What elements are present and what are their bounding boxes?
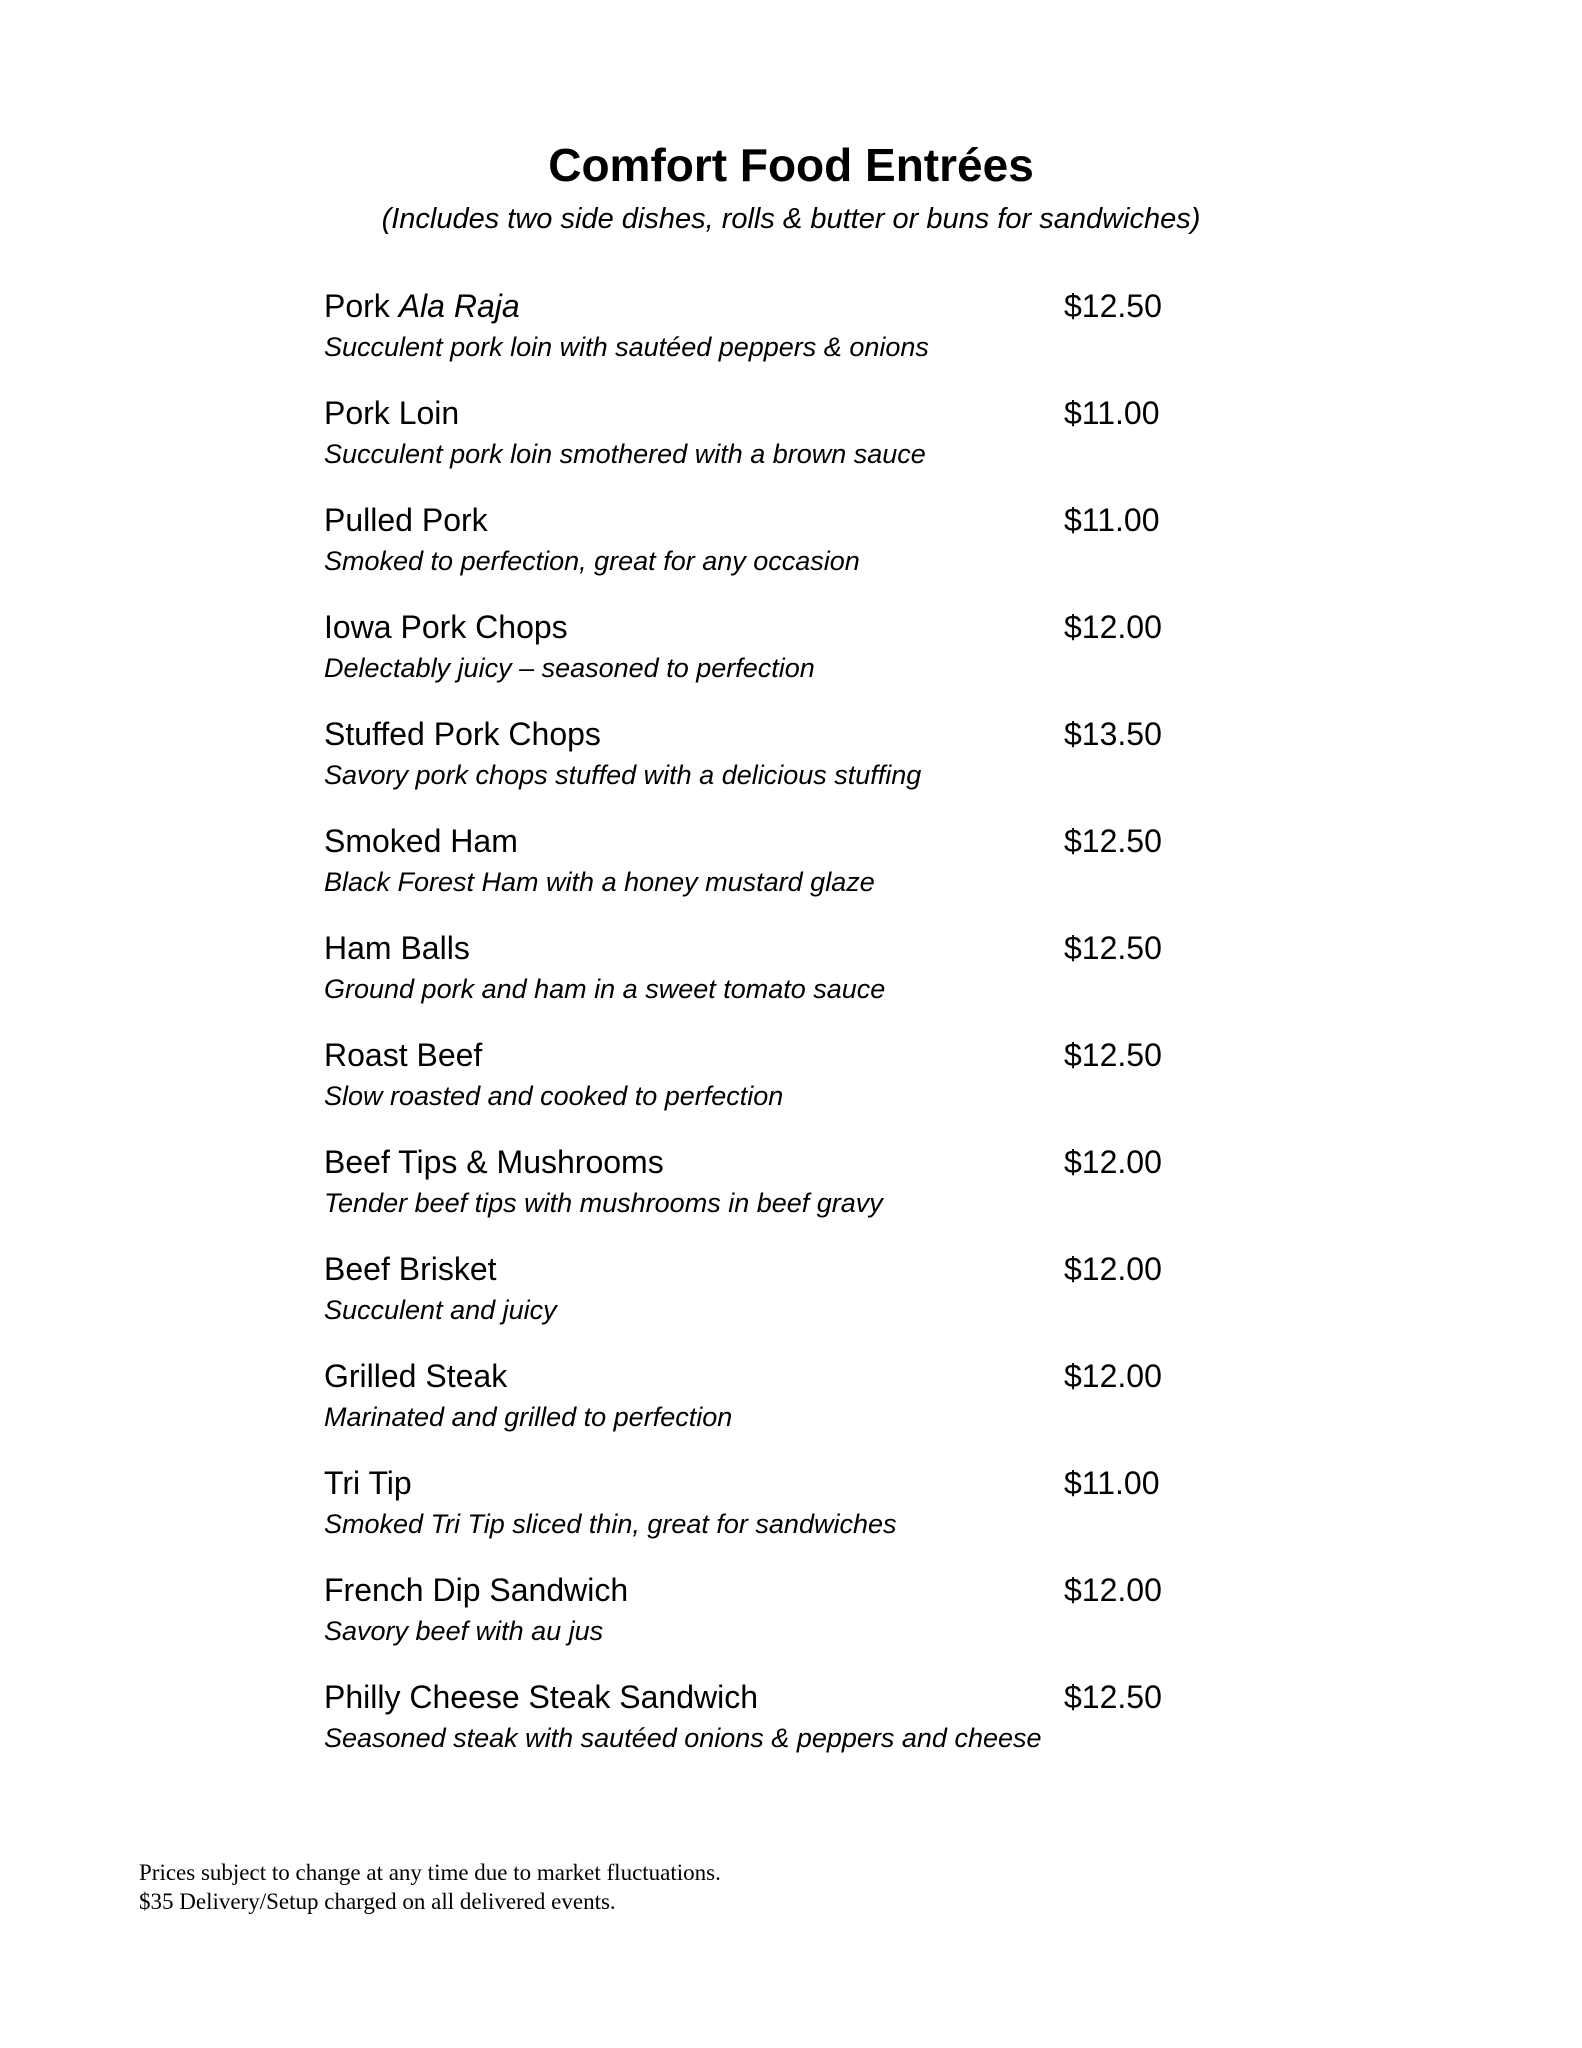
menu-item-description: Delectably juicy – seasoned to perfection (324, 653, 815, 683)
menu-item (324, 1465, 1224, 1572)
menu-item (324, 502, 1224, 609)
menu-item-price: $11.00 (1064, 1465, 1160, 1501)
menu-item-description: Tender beef tips with mushrooms in beef gravy (324, 1188, 883, 1218)
menu-item (324, 1358, 1224, 1465)
menu-item-name (324, 395, 459, 432)
menu-item-name-text: Roast Beef (324, 1037, 483, 1073)
menu-item-name (324, 609, 568, 646)
menu-item (324, 288, 1224, 395)
menu-item-name-text: Grilled Steak (324, 1358, 508, 1394)
menu-item-name (324, 823, 518, 860)
menu-item (324, 823, 1224, 930)
menu-item-name-text: Beef Tips & Mushrooms (324, 1144, 664, 1180)
menu-item-name (324, 716, 601, 753)
menu-item-description: Marinated and grilled to perfection (324, 1402, 733, 1432)
menu-item-description: Savory beef with au jus (324, 1616, 604, 1646)
menu-item-name-text: Pork Loin (324, 395, 460, 431)
menu-item-description: Succulent pork loin smothered with a brown sauce (324, 439, 926, 469)
menu-item (324, 1572, 1224, 1679)
menu-item-name-text: Pulled Pork (324, 502, 488, 538)
menu-item-name-text: Tri Tip (324, 1465, 412, 1501)
menu-item (324, 1251, 1224, 1358)
menu-item-name (324, 288, 520, 325)
menu-item-description: Smoked to perfection, great for any occasion (324, 546, 860, 576)
menu-item-name (324, 1037, 482, 1074)
menu-item-description: Seasoned steak with sautéed onions & peppers and cheese (324, 1723, 1042, 1753)
menu-item-price: $12.50 (1064, 1679, 1162, 1715)
menu-item-price: $12.50 (1064, 288, 1162, 324)
menu-item-name-text: Smoked Ham (324, 823, 518, 859)
menu-item-name (324, 502, 488, 539)
page-subtitle: (Includes two side dishes, rolls & butter or buns for sandwiches) (381, 203, 1201, 235)
menu-item-price: $12.50 (1064, 823, 1162, 859)
menu-list (324, 288, 1224, 1786)
menu-item-price: $12.00 (1064, 1572, 1162, 1608)
menu-item-price: $13.50 (1064, 716, 1162, 752)
menu-item-name (324, 1251, 497, 1288)
menu-item (324, 1679, 1224, 1786)
menu-item-price: $12.00 (1064, 609, 1162, 645)
footer-notes (139, 1858, 721, 1916)
menu-item-name (324, 1465, 412, 1502)
menu-item-name-italic: Ala Raja (398, 288, 520, 324)
menu-item (324, 716, 1224, 823)
menu-item-name (324, 1572, 628, 1609)
menu-item-description: Smoked Tri Tip sliced thin, great for sandwiches (324, 1509, 897, 1539)
menu-item-description: Slow roasted and cooked to perfection (324, 1081, 784, 1111)
menu-item (324, 1144, 1224, 1251)
menu-item-name-text: Stuffed Pork Chops (324, 716, 601, 752)
menu-item-price: $11.00 (1064, 395, 1160, 431)
menu-item-price: $12.50 (1064, 930, 1162, 966)
menu-item-name-text: French Dip Sandwich (324, 1572, 629, 1608)
menu-item-name-text: Beef Brisket (324, 1251, 497, 1287)
menu-item-name-text: Pork (324, 288, 399, 324)
menu-item-price: $12.00 (1064, 1251, 1162, 1287)
menu-item (324, 395, 1224, 502)
menu-item-name-text: Iowa Pork Chops (324, 609, 568, 645)
page-title: Comfort Food Entrées (548, 139, 1034, 191)
menu-item-price: $11.00 (1064, 502, 1160, 538)
menu-item-name (324, 1358, 507, 1395)
menu-item-name-text: Philly Cheese Steak Sandwich (324, 1679, 759, 1715)
menu-item-description: Ground pork and ham in a sweet tomato sauce (324, 974, 886, 1004)
menu-item-description: Black Forest Ham with a honey mustard glaze (324, 867, 875, 897)
menu-item-description: Succulent and juicy (324, 1295, 557, 1325)
menu-item-price: $12.00 (1064, 1358, 1162, 1394)
menu-item-price: $12.50 (1064, 1037, 1162, 1073)
menu-item (324, 609, 1224, 716)
menu-item-name (324, 1144, 664, 1181)
menu-item-name-text: Ham Balls (324, 930, 470, 966)
menu-item (324, 1037, 1224, 1144)
footer-note-delivery: $35 Delivery/Setup charged on all delivered events. (139, 1889, 616, 1914)
menu-item-description: Succulent pork loin with sautéed peppers & onions (324, 332, 929, 362)
menu-item-price: $12.00 (1064, 1144, 1162, 1180)
menu-item-description: Savory pork chops stuffed with a delicious stuffing (324, 760, 922, 790)
menu-item-name (324, 1679, 758, 1716)
menu-item-name (324, 930, 470, 967)
menu-item (324, 930, 1224, 1037)
footer-note-prices: Prices subject to change at any time due to market fluctuations. (139, 1860, 721, 1885)
